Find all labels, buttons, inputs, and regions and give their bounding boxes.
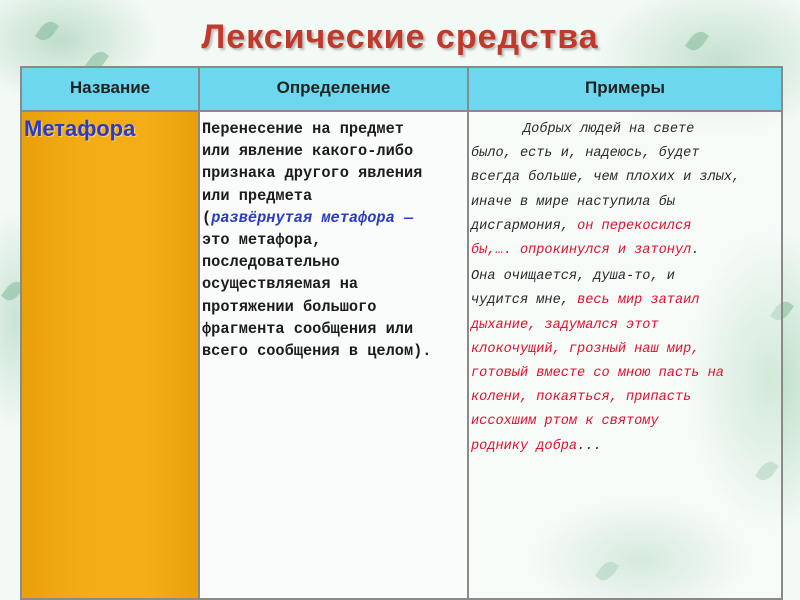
example-line [471, 239, 783, 263]
example-fragment: . [691, 243, 700, 259]
examples-text [471, 118, 783, 459]
page-title: Лексические средства [201, 18, 599, 56]
definition-line: всего сообщения в целом). [202, 342, 432, 361]
definition-line: или явление какого-либо [202, 142, 414, 161]
example-fragment: ... [577, 438, 602, 454]
highlighted-metaphor: готовый вместе со мною пасть на [471, 366, 724, 382]
header-examples: Примеры [585, 78, 665, 97]
highlighted-metaphor: бы,…. опрокинулся и затонул [471, 243, 692, 259]
example-line [471, 289, 783, 313]
example-line [471, 215, 783, 239]
definition-line: фрагмента сообщения или [202, 319, 414, 338]
example-line: иначе в мире наступила бы [471, 194, 675, 210]
definition-line: Перенесение на предмет [202, 120, 404, 138]
definition-line: признака другого явления [202, 164, 423, 183]
definition-line: последовательно [202, 253, 340, 272]
definition-line: протяжении большого [202, 297, 377, 316]
highlighted-metaphor: иссохшим ртом к святому [471, 414, 659, 430]
term-name: Метафора [24, 116, 136, 141]
header-name: Название [69, 78, 151, 97]
definition-line: или предмета [202, 186, 313, 205]
highlighted-metaphor: весь мир затаил [577, 293, 700, 309]
devices-table [20, 66, 783, 600]
example-line: Она очищается, душа-то, и [471, 269, 675, 285]
table-header [22, 68, 781, 112]
example-fragment: чудится мне, [471, 293, 578, 309]
highlighted-metaphor: дыхание, задумался этот [471, 317, 659, 333]
example-line [471, 435, 783, 459]
example-line: было, есть и, надеюсь, будет [471, 146, 700, 162]
highlighted-metaphor: роднику добра [471, 438, 578, 454]
paren-open: ( [202, 208, 212, 227]
definition-line: это метафора, [202, 231, 322, 250]
column-divider [198, 68, 200, 598]
extended-metaphor-term: развёрнутая метафора — [211, 208, 414, 227]
example-line: всегда больше, чем плохих и злых, [471, 170, 741, 186]
definition-line [202, 207, 470, 229]
header-definition: Определение [276, 78, 391, 97]
highlighted-metaphor: колени, покаяться, припасть [471, 390, 692, 406]
name-cell [22, 112, 198, 598]
example-line: Добрых людей на свете [523, 122, 695, 137]
highlighted-metaphor: он перекосился [577, 218, 692, 234]
definition-text [202, 118, 470, 362]
highlighted-metaphor: клокочущий, грозный наш мир, [471, 341, 700, 357]
definition-line: осуществляемая на [202, 275, 359, 294]
example-fragment: дисгармония, [471, 218, 578, 234]
